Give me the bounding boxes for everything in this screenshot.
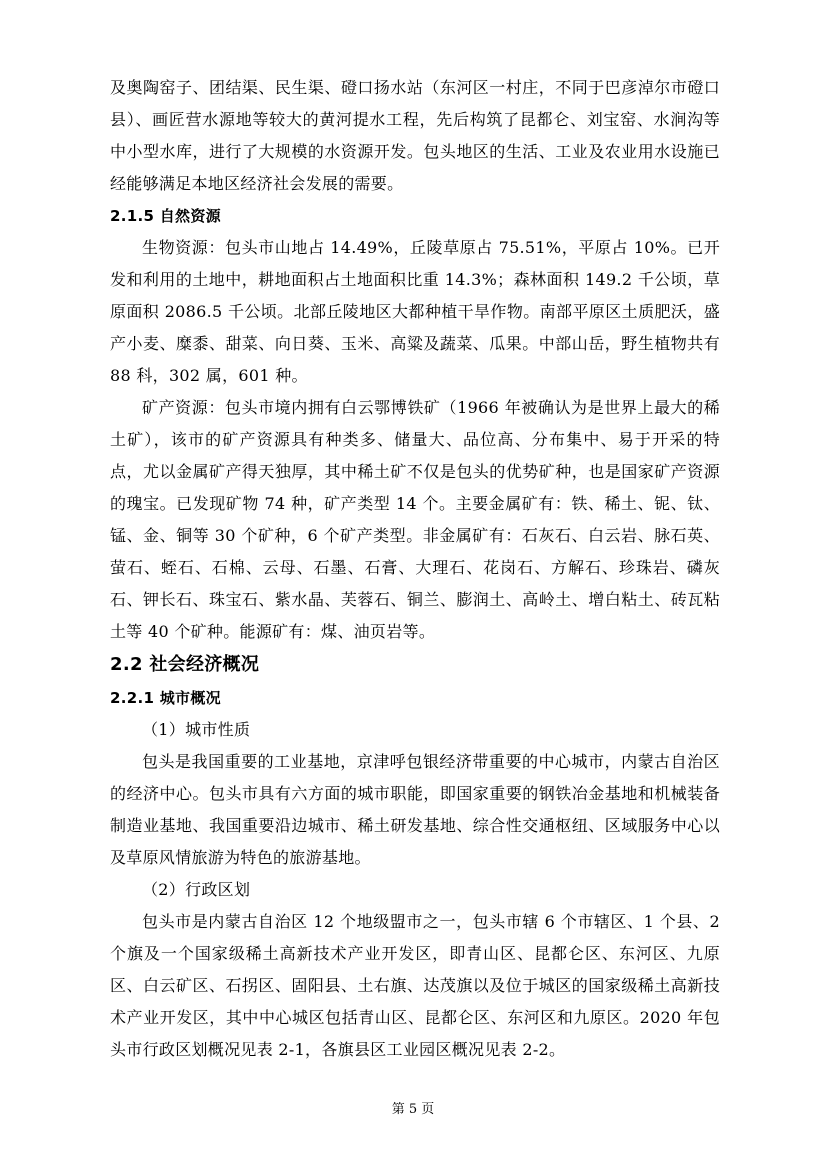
paragraph-city-nature: 包头是我国重要的工业基地，京津呼包银经济带重要的中心城市，内蒙古自治区的经济中心。包头市具有六方面的城市职能，即国家重要的钢铁冶金基地和机械装备制造业基地、我国重要沿边城市、稀土研发基地、综合性交通枢纽、区域服务中心以及草原风情旅游为特色的旅游基地。 (110, 752, 720, 867)
page-number: 第 5 页 (391, 1102, 435, 1117)
paragraph-biological-resources: 生物资源：包头市山地占 14.49%，丘陵草原占 75.51%，平原占 10%。已开发和利用的土地中，耕地面积占土地面积比重 14.3%；森林面积 149.2 千公顷，草原面积 2086.5 千公顷。北部丘陵地区大都种植干旱作物。南部平原区土质肥沃，盛产小麦、糜黍、甜菜、向日葵、玉米、高粱及蔬菜、瓜果。中部山岳，野生植物共有 88 科，302 属，601 种。 (110, 238, 720, 385)
paragraph-water-resources-continued: 及奥陶窑子、团结渠、民生渠、磴口扬水站（东河区一村庄，不同于巴彦淖尔市磴口县）、画匠营水源地等较大的黄河提水工程，先后构筑了昆都仑、刘宝窑、水涧沟等中小型水库，进行了大规模的水资源开发。包头地区的生活、工业及农业用水设施已经能够满足本地区经济社会发展的需要。 (110, 78, 720, 193)
item-city-nature: （1）城市性质 (142, 720, 251, 739)
heading-2-2-1: 2.2.1 城市概况 (110, 689, 221, 707)
heading-2-2: 2.2 社会经济概况 (110, 654, 260, 675)
paragraph-mineral-resources: 矿产资源：包头市境内拥有白云鄂博铁矿（1966 年被确认为是世界上最大的稀土矿），该市的矿产资源具有种类多、储量大、品位高、分布集中、易于开采的特点，尤以金属矿产得天独厚，其中稀土矿不仅是包头的优势矿种，也是国家矿产资源的瑰宝。已发现矿物 74 种，矿产类型 14 个。主要金属矿有：铁、稀土、铌、钛、锰、金、铜等 30 个矿种，6 个矿产类型。非金属矿有：石灰石、白云岩、脉石英、萤石、蛭石、石棉、云母、石墨、石膏、大理石、花岗石、方解石、珍珠岩、磷灰石、钾长石、珠宝石、紫水晶、芙蓉石、铜兰、膨润土、高岭土、增白粘土、砖瓦粘土等 40 个矿种。能源矿有：煤、油页岩等。 (110, 398, 720, 641)
heading-2-1-5: 2.1.5 自然资源 (110, 207, 221, 225)
item-administrative-division: （2）行政区划 (142, 880, 251, 899)
paragraph-administrative-division: 包头市是内蒙古自治区 12 个地级盟市之一，包头市辖 6 个市辖区、1 个县、2 个旗及一个国家级稀土高新技术产业开发区，即青山区、昆都仑区、东河区、九原区、白云矿区、石拐区、固阳县、土右旗、达茂旗以及位于城区的国家级稀土高新技术产业开发区，其中中心城区包括青山区、昆都仑区、东河区和九原区。2020 年包头市行政区划概况见表 2-1，各旗县区工业园区概况见表 2-2。 (110, 912, 720, 1059)
document-body (110, 72, 720, 1066)
